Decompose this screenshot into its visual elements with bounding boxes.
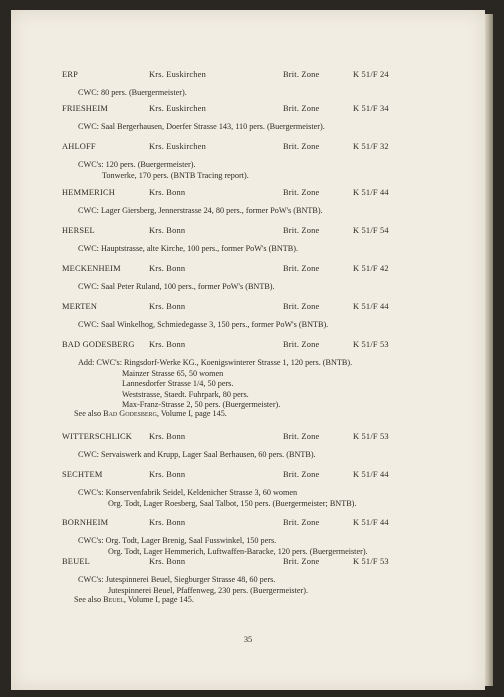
- see-suffix: , Volume I, page 145.: [123, 595, 194, 604]
- file-ref: K 51/F 32: [353, 142, 389, 151]
- see-suffix: , Volume I, page 145.: [156, 409, 227, 418]
- entry-line: Add: CWC's: Ringsdorf-Werke KG., Koenigswinterer Strasse 1, 120 pers. (BNTB).: [78, 358, 353, 367]
- file-ref: K 51/F 42: [353, 264, 389, 273]
- file-ref: K 51/F 54: [353, 226, 389, 235]
- district: Krs. Bonn: [149, 188, 186, 197]
- entry-line: CWC's: Jutespinnerei Beuel, Siegburger Strasse 48, 60 pers.: [78, 575, 276, 584]
- cross-reference: [74, 409, 227, 418]
- zone: Brit. Zone: [283, 142, 320, 151]
- entry-line: CWC: Saal Peter Ruland, 100 pers., former PoW's (BNTB).: [78, 282, 275, 291]
- entry-hersel: [11, 226, 485, 255]
- entry-line: CWC's: 120 pers. (Buergermeister).: [78, 160, 196, 169]
- file-ref: K 51/F 44: [353, 188, 389, 197]
- file-ref: K 51/F 53: [353, 557, 389, 566]
- district: Krs. Bonn: [149, 340, 186, 349]
- see-ref: Beuel: [103, 595, 124, 604]
- district: Krs. Bonn: [149, 518, 186, 527]
- zone: Brit. Zone: [283, 104, 320, 113]
- place-name: ERP: [62, 70, 78, 79]
- page-edge: [485, 14, 493, 686]
- place-name: MECKENHEIM: [62, 264, 121, 273]
- entry-line: Max-Franz-Strasse 2, 50 pers. (Buergermeister).: [122, 400, 281, 409]
- entry-friesheim: [11, 104, 485, 133]
- district: Krs. Euskirchen: [149, 70, 206, 79]
- district: Krs. Bonn: [149, 264, 186, 273]
- entry-line: CWC: Hauptstrasse, alte Kirche, 100 pers., former PoW's (BNTB).: [78, 244, 298, 253]
- cross-reference: [74, 595, 194, 604]
- entry-bornheim: [11, 518, 485, 557]
- document-page: [11, 10, 485, 690]
- entry-merten: [11, 302, 485, 331]
- file-ref: K 51/F 44: [353, 518, 389, 527]
- zone: Brit. Zone: [283, 226, 320, 235]
- entry-bad-godesberg: [11, 340, 485, 411]
- page-number: 35: [243, 635, 253, 644]
- zone: Brit. Zone: [283, 188, 320, 197]
- entry-line: Mainzer Strasse 65, 50 women: [122, 368, 224, 378]
- zone: Brit. Zone: [283, 340, 320, 349]
- entry-sechtem: [11, 470, 485, 509]
- place-name: BAD GODESBERG: [62, 340, 135, 349]
- entry-line: Weststrasse, Staedt. Fuhrpark, 80 pers.: [122, 389, 249, 399]
- district: Krs. Euskirchen: [149, 142, 206, 151]
- see-prefix: See also: [74, 595, 104, 604]
- zone: Brit. Zone: [283, 264, 320, 273]
- entry-line: Lannesdorfer Strasse 1/4, 50 pers.: [122, 379, 234, 388]
- place-name: BEUEL: [62, 557, 90, 566]
- entry-line: CWC: Servaiswerk and Krupp, Lager Saal Berhausen, 60 pers. (BNTB).: [78, 450, 316, 459]
- entry-witterschlick: [11, 432, 485, 461]
- place-name: HEMMERICH: [62, 188, 115, 197]
- entry-line: CWC's: Konservenfabrik Seidel, Keldenicher Strasse 3, 60 women: [78, 488, 298, 497]
- place-name: MERTEN: [62, 302, 98, 311]
- zone: Brit. Zone: [283, 470, 320, 479]
- entry-hemmerich: [11, 188, 485, 217]
- place-name: WITTERSCHLICK: [62, 432, 133, 441]
- entry-line: Org. Todt, Lager Hemmerich, Luftwaffen-Baracke, 120 pers. (Buergermeister).: [108, 546, 368, 556]
- zone: Brit. Zone: [283, 557, 320, 566]
- zone: Brit. Zone: [283, 70, 320, 79]
- district: Krs. Bonn: [149, 226, 186, 235]
- place-name: FRIESHEIM: [62, 104, 109, 113]
- file-ref: K 51/F 53: [353, 432, 389, 441]
- file-ref: K 51/F 53: [353, 340, 389, 349]
- district: Krs. Euskirchen: [149, 104, 206, 113]
- file-ref: K 51/F 44: [353, 470, 389, 479]
- entry-line: Tonwerke, 170 pers. (BNTB Tracing report).: [102, 170, 249, 180]
- entry-ahloff: [11, 142, 485, 181]
- file-ref: K 51/F 24: [353, 70, 389, 79]
- place-name: SECHTEM: [62, 470, 103, 479]
- zone: Brit. Zone: [283, 302, 320, 311]
- entry-line: CWC: Lager Giersberg, Jennerstrasse 24, 80 pers., former PoW's (BNTB).: [78, 206, 323, 215]
- zone: Brit. Zone: [283, 432, 320, 441]
- zone: Brit. Zone: [283, 518, 320, 527]
- place-name: AHLOFF: [62, 142, 96, 151]
- place-name: BORNHEIM: [62, 518, 109, 527]
- entry-line: Jutespinnerei Beuel, Pfaffenweg, 230 pers. (Buergermeister).: [108, 585, 309, 595]
- entry-line: CWC: Saal Bergerhausen, Doerfer Strasse 143, 110 pers. (Buergermeister).: [78, 122, 325, 131]
- district: Krs. Bonn: [149, 302, 186, 311]
- district: Krs. Bonn: [149, 432, 186, 441]
- see-ref: Bad Godesberg: [103, 409, 157, 418]
- entry-erp: [11, 70, 485, 99]
- file-ref: K 51/F 44: [353, 302, 389, 311]
- entry-meckenheim: [11, 264, 485, 293]
- district: Krs. Bonn: [149, 557, 186, 566]
- entry-line: Org. Todt, Lager Roesberg, Saal Talbot, 150 pers. (Buergermeister; BNTB).: [108, 498, 357, 508]
- entry-beuel: [11, 557, 485, 596]
- file-ref: K 51/F 34: [353, 104, 389, 113]
- entry-line: CWC: Saal Winkelhog, Schmiedegasse 3, 150 pers., former PoW's (BNTB).: [78, 320, 329, 329]
- place-name: HERSEL: [62, 226, 95, 235]
- entry-line: CWC's: Org. Todt, Lager Brenig, Saal Fusswinkel, 150 pers.: [78, 536, 277, 545]
- see-prefix: See also: [74, 409, 104, 418]
- entry-line: CWC: 80 pers. (Buergermeister).: [78, 88, 187, 97]
- district: Krs. Bonn: [149, 470, 186, 479]
